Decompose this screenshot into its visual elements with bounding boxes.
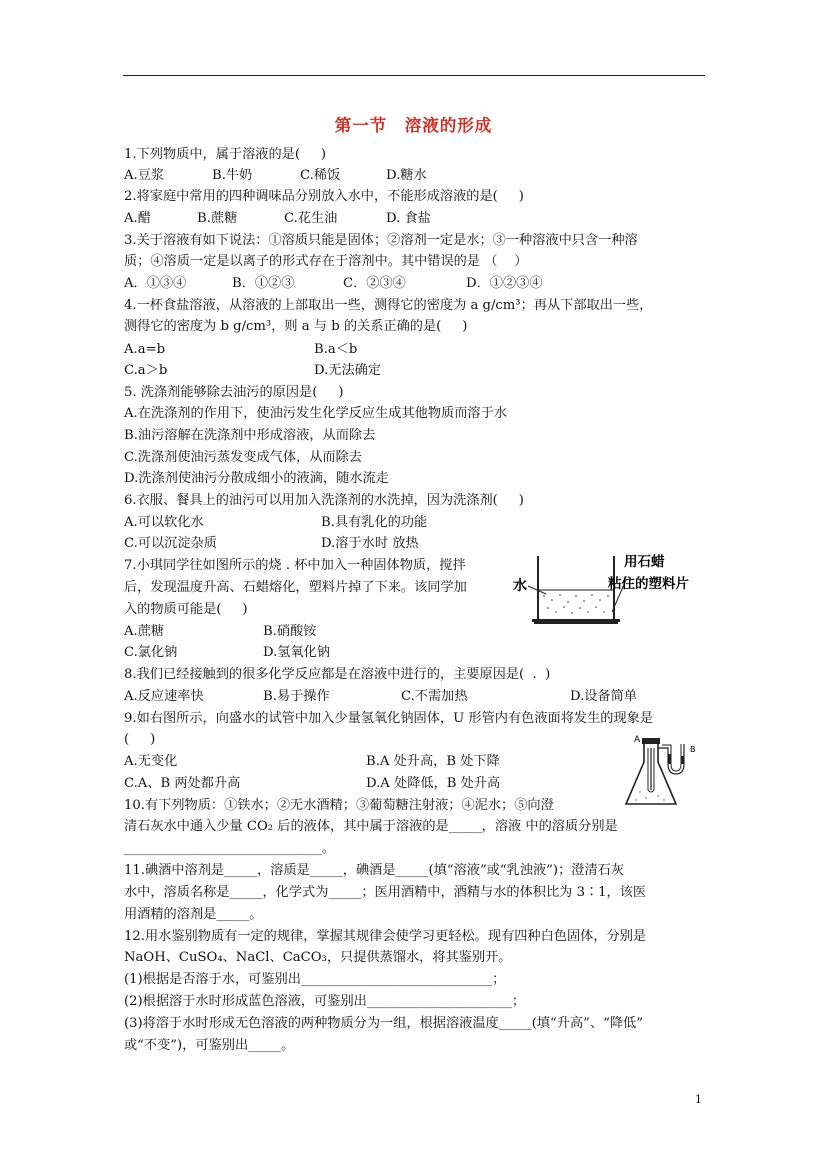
option: D.A 处降低，B 处升高: [366, 776, 501, 791]
question-12-line5: (3)将溶于水时形成无色溶液的两种物质分为一组，根据溶液温度_____(填“升高”、“降低”: [124, 1016, 643, 1031]
beaker-figure: [508, 550, 708, 628]
question-7: 7.小琪同学往如图所示的烧 . 杯中加入一种固体物质，搅拌: [124, 558, 466, 573]
question-10-line3: ______________________________。: [124, 841, 335, 856]
question-12-line4: (2)根据溶于水时形成蓝色溶液，可鉴别出______________________；: [124, 994, 526, 1009]
flask-label-b: B: [690, 745, 696, 754]
beaker-label-2: 粘住的塑料片: [608, 576, 689, 592]
option: A.a=b: [124, 342, 166, 357]
option: A.在洗涤剂的作用下，使油污发生化学反应生成其他物质而溶于水: [124, 406, 507, 421]
option: A.无变化: [124, 754, 178, 769]
option: C.稀饭: [300, 168, 341, 183]
flask-utube-figure: [618, 728, 710, 810]
question-2: 2.将家庭中常用的四种调味品分别放入水中，不能形成溶液的是( ): [124, 189, 524, 204]
option: C.可以沉淀杂质: [124, 536, 217, 551]
beaker-water-label: 水: [513, 578, 527, 594]
option: B.A 处升高，B 处下降: [366, 754, 500, 769]
option: A.可以软化水: [124, 515, 204, 530]
question-11: 11.碘酒中溶剂是_____，溶质是_____，碘酒是_____(填“溶液”或“乳浊液”)；澄清石灰: [124, 863, 625, 878]
option: C.氯化钠: [124, 645, 178, 660]
question-6: 6.衣服、餐具上的油污可以用加入洗涤剂的水洗掉，因为洗涤剂( ): [124, 493, 524, 508]
question-3-line2: 质；④溶质一定是以离子的形式存在于溶剂中。其中错误的是 （ ）: [124, 254, 528, 269]
question-7-line3: 入的物质可能是( ): [124, 602, 248, 617]
option: D．①②③④: [466, 276, 543, 291]
option: D.洗涤剂使油污分散成细小的液滴，随水流走: [124, 471, 389, 486]
option: A.蔗糖: [124, 624, 165, 639]
option: D. 食盐: [386, 211, 431, 226]
option: A．①③④: [124, 276, 187, 291]
question-10-line2: 清石灰水中通入少量 CO₂ 后的液体，其中属于溶液的是_____，溶液 中的溶质分别是: [124, 819, 618, 834]
option: D.糖水: [386, 168, 427, 183]
question-12-line3: (1)根据是否溶于水，可鉴别出_____________________________；: [124, 972, 506, 987]
option: A.反应速率快: [124, 689, 204, 704]
question-7-line2: 后，发现温度升高、石蜡熔化，塑料片掉了下来。该同学加: [124, 580, 467, 595]
page-title: 第一节 溶液的形成: [334, 116, 493, 135]
option: B.蔗糖: [197, 211, 238, 226]
option: C.洗涤剂使油污蒸发变成气体，从而除去: [124, 450, 362, 465]
question-8: 8.我们已经接触到的很多化学反应都是在溶液中进行的，主要原因是( . ): [124, 667, 551, 682]
option: C.花生油: [284, 211, 338, 226]
option: B.牛奶: [212, 168, 253, 183]
question-12-line6: 或“不变”)，可鉴别出_____。: [124, 1038, 295, 1053]
option: B．①②③: [232, 276, 295, 291]
question-5: 5. 洗涤剂能够除去油污的原因是( ): [124, 385, 344, 400]
page-number: 1: [695, 1093, 702, 1106]
question-9-line2: ( ): [124, 732, 156, 747]
option: B.油污溶解在洗涤剂中形成溶液，从而除去: [124, 428, 376, 443]
beaker-label-1: 用石蜡: [624, 554, 665, 570]
option: B.易于操作: [263, 689, 330, 704]
question-12: 12.用水鉴别物质有一定的规律，掌握其规律会使学习更轻松。现有四种白色固体，分别是: [124, 929, 647, 944]
option: C.A、B 两处都升高: [124, 776, 241, 791]
option: C.a＞b: [124, 363, 168, 378]
question-11-line2: 水中，溶质名称是_____，化学式为_____；医用酒精中，酒精与水的体积比为 3∶1，该医: [124, 885, 647, 900]
question-10: 10.有下列物质：①铁水；②无水酒精；③葡萄糖注射液；④泥水；⑤向澄: [124, 798, 554, 813]
header-rule: [123, 75, 705, 76]
option: C．②③④: [343, 276, 406, 291]
option: C.不需加热: [401, 689, 468, 704]
question-4: 4.一杯食盐溶液，从溶液的上部取出一些，测得它的密度为 a g/cm³；再从下部取出一些，: [124, 298, 653, 313]
flask-label-a: A: [634, 735, 641, 745]
option: D.氢氧化钠: [263, 645, 331, 660]
question-1: 1.下列物质中，属于溶液的是( ): [124, 147, 327, 162]
option: B.硝酸铵: [263, 624, 317, 639]
question-11-line3: 用酒精的溶剂是_____。: [124, 907, 263, 922]
option: A.豆浆: [124, 168, 165, 183]
option: B.具有乳化的功能: [321, 515, 428, 530]
option: D.设备简单: [570, 689, 638, 704]
option: D.无法确定: [314, 363, 382, 378]
option: D.溶于水时 放热: [321, 536, 419, 551]
question-4-line2: 测得它的密度为 b g/cm³，则 a 与 b 的关系正确的是( ): [124, 319, 468, 334]
question-3: 3.关于溶液有如下说法：①溶质只能是固体；②溶剂一定是水；③一种溶液中只含一种溶: [124, 233, 638, 248]
question-9: 9.如右图所示，向盛水的试管中加入少量氢氧化钠固体，U 形管内有色液面将发生的现象是: [124, 711, 654, 726]
option: A.醋: [124, 211, 151, 226]
question-12-line2: NaOH、CuSO₄、NaCl、CaCO₃，只提供蒸馏水，将其鉴别开。: [124, 950, 512, 965]
option: B.a＜b: [314, 342, 358, 357]
